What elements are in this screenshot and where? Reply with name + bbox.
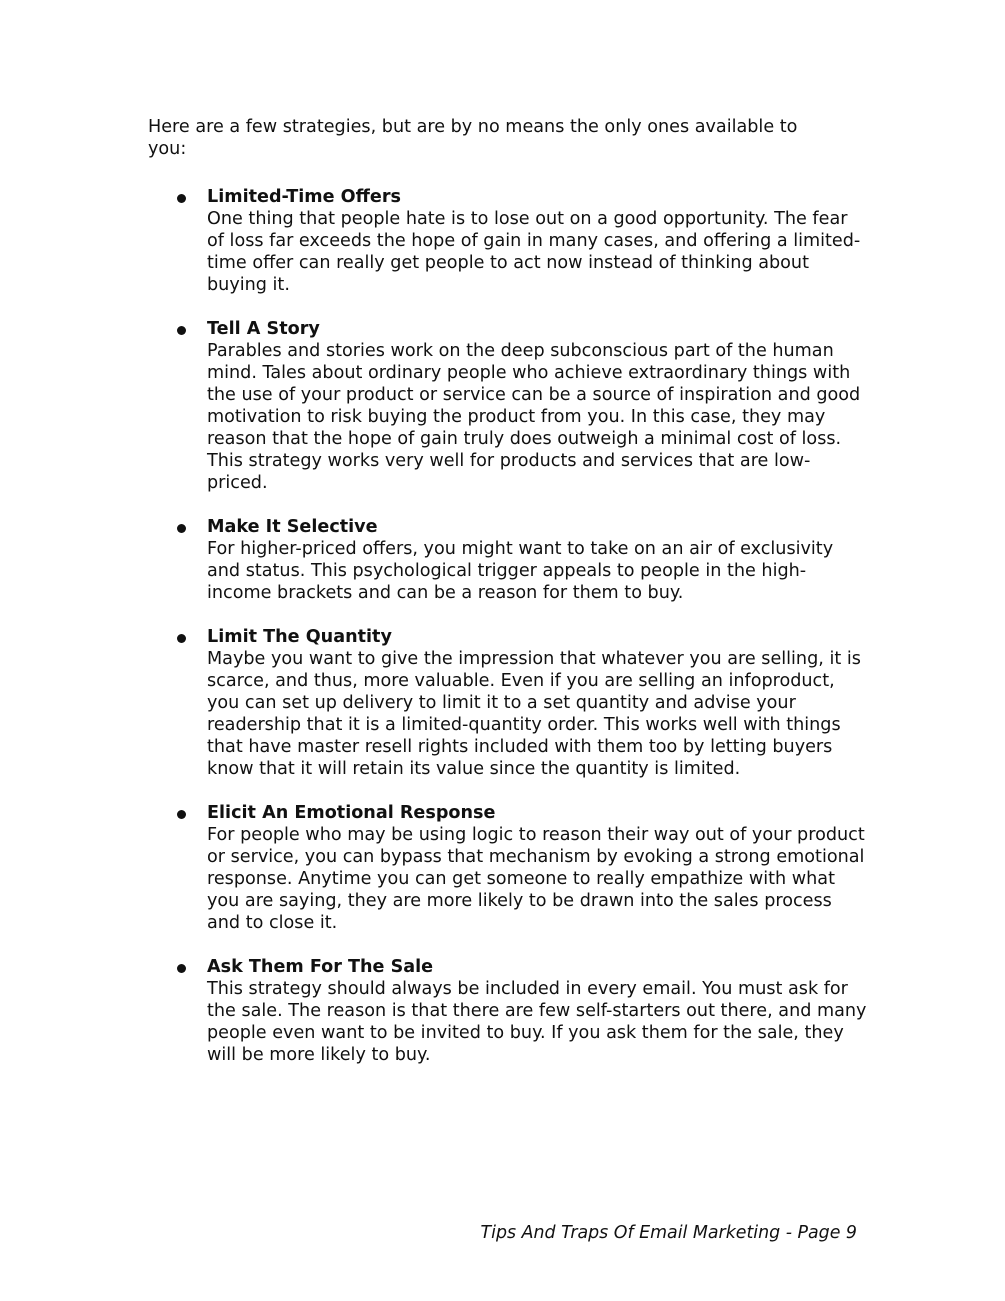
- intro-paragraph: Here are a few strategies, but are by no means the only ones available to you:: [148, 117, 798, 159]
- strategy-title: Ask Them For The Sale: [207, 957, 434, 977]
- strategy-title: Make It Selective: [207, 517, 378, 537]
- list-item: [148, 186, 868, 296]
- strategy-body: For people who may be using logic to reason their way out of your product or service, you can bypass that mechanism by evoking a strong emotional response. Anytime you can get someone to really empathize with what you are saying, they are more likely to be drawn into the sales process and to close it.: [207, 825, 865, 933]
- strategy-title: Elicit An Emotional Response: [207, 803, 496, 823]
- bullet-icon: [177, 634, 186, 643]
- page-footer: Tips And Traps Of Email Marketing - Page 9: [480, 1223, 857, 1243]
- list-item: [148, 318, 868, 494]
- bullet-icon: [177, 964, 186, 973]
- bullet-icon: [177, 326, 186, 335]
- list-item: [148, 802, 868, 934]
- strategy-title: Limited-Time Offers: [207, 187, 401, 207]
- list-item: [148, 956, 868, 1066]
- strategy-body: Parables and stories work on the deep subconscious part of the human mind. Tales about ordinary people who achieve extraordinary things with the use of your product or service can be a source of inspiration and good motivation to risk buying the product from you. In this case, they may reason that the hope of gain truly does outweigh a minimal cost of loss. This strategy works very well for products and services that are low-priced.: [207, 341, 861, 493]
- strategy-body: This strategy should always be included in every email. You must ask for the sale. The reason is that there are few self-starters out there, and many people even want to be invited to buy. If you ask them for the sale, they will be more likely to buy.: [207, 979, 867, 1065]
- list-item: [148, 626, 868, 780]
- list-item: [148, 516, 868, 604]
- strategy-list: [148, 186, 868, 1066]
- strategy-body: One thing that people hate is to lose out on a good opportunity. The fear of loss far exceeds the hope of gain in many cases, and offering a limited-time offer can really get people to act now instead of thinking about buying it.: [207, 209, 861, 295]
- bullet-icon: [177, 194, 186, 203]
- strategy-body: Maybe you want to give the impression that whatever you are selling, it is scarce, and thus, more valuable. Even if you are selling an infoproduct, you can set up delivery to limit it to a set quantity and advise your readership that it is a limited-quantity order. This works well with things that have master resell rights included with them too by letting buyers know that it will retain its value since the quantity is limited.: [207, 649, 861, 779]
- page-content: [148, 116, 868, 1088]
- bullet-icon: [177, 524, 186, 533]
- strategy-body: For higher-priced offers, you might want to take on an air of exclusivity and status. This psychological trigger appeals to people in the high-income brackets and can be a reason for them to buy.: [207, 539, 834, 603]
- strategy-title: Limit The Quantity: [207, 627, 392, 647]
- strategy-title: Tell A Story: [207, 319, 320, 339]
- bullet-icon: [177, 810, 186, 819]
